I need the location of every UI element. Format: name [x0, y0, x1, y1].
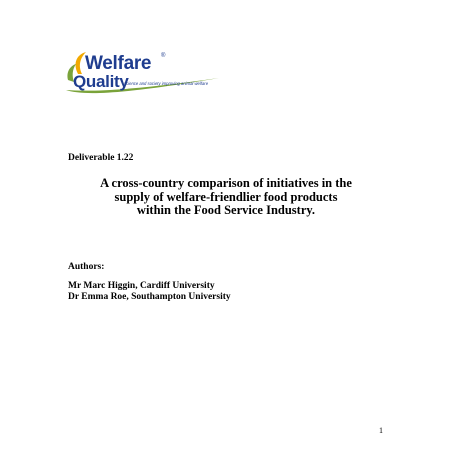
title-line: within the Food Service Industry. — [136, 203, 316, 217]
author-entry: Dr Emma Roe, Southampton University — [68, 292, 231, 302]
logo-tagline: science and society improving animal welfare — [124, 81, 209, 86]
welfare-quality-logo — [64, 50, 224, 96]
title-line: supply of welfare-friendlier food products — [114, 189, 338, 204]
document-title — [60, 177, 392, 218]
logo-word-welfare: Welfare — [85, 53, 152, 74]
author-entry: Mr Marc Higgin, Cardiff University — [68, 281, 215, 291]
logo-word-quality: Quality — [73, 72, 129, 91]
deliverable-number: Deliverable 1.22 — [68, 153, 134, 163]
authors-heading: Authors: — [68, 262, 105, 272]
page-number: 1 — [379, 426, 383, 435]
title-line: A cross-country comparison of initiatives in the — [100, 176, 352, 190]
logo-registered-mark: ® — [161, 53, 166, 59]
